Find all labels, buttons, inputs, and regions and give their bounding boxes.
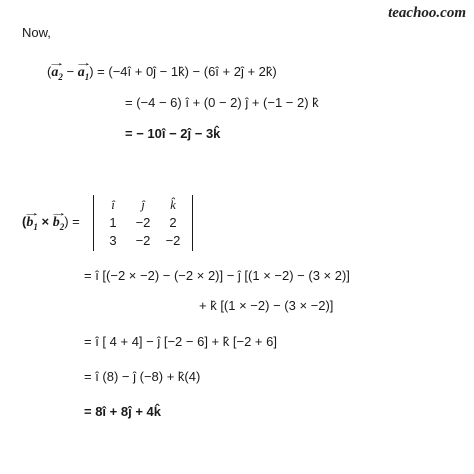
simplify-step: = î [ 4 + 4] − ĵ [−2 − 6] + k̂ [−2 + 6] — [84, 334, 277, 349]
matrix-cell: 2 — [169, 215, 177, 230]
matrix-cell: −2 — [135, 233, 151, 248]
difference-step: = (−4 − 6) î + (0 − 2) ĵ + (−1 − 2) k̂ — [125, 95, 319, 110]
minus-sign: − — [66, 64, 75, 79]
value-step: = î (8) − ĵ (−8) + k̂(4) — [84, 369, 201, 384]
teachoo-logo: teachoo.com — [388, 5, 466, 21]
determinant-matrix — [93, 195, 193, 251]
paren-close: ) — [89, 64, 94, 79]
cross-product-label: (→ $b_1$ × → $b_2$) = — [22, 214, 80, 235]
expansion-step-continued: + k̂ [(1 × −2) − (3 × −2)] — [199, 298, 334, 313]
vector-b2: → $b_2$ — [53, 215, 65, 235]
matrix-cell: 3 — [109, 233, 117, 248]
matrix-cell: 1 — [109, 215, 117, 230]
vector-difference-line — [47, 64, 277, 85]
intro-text: Now, — [22, 25, 51, 40]
matrix-cell: ĵ — [141, 197, 145, 212]
vector-a1: → $a_1$ — [78, 65, 90, 85]
difference-result: = − 10î − 2ĵ − 3k̂ — [125, 126, 221, 141]
matrix-cell: î — [111, 197, 115, 212]
cross-product-result: = 8î + 8ĵ + 4k̂ — [84, 404, 161, 419]
paren-open: ( — [47, 64, 52, 79]
matrix-cell: −2 — [165, 233, 181, 248]
expansion-step: = î [(−2 × −2) − (−2 × 2)] − ĵ [(1 × −2) − (3 × 2)] — [84, 268, 350, 283]
difference-rhs: = (−4î + 0ĵ − 1k̂) − (6î + 2ĵ + 2k̂) — [97, 64, 277, 79]
matrix-cell: k̂ — [170, 197, 176, 212]
matrix-cell: −2 — [135, 215, 151, 230]
cross-sign: × — [41, 214, 50, 229]
vector-b1: → $b_1$ — [26, 215, 38, 235]
vector-a2: → $a_2$ — [51, 65, 63, 85]
